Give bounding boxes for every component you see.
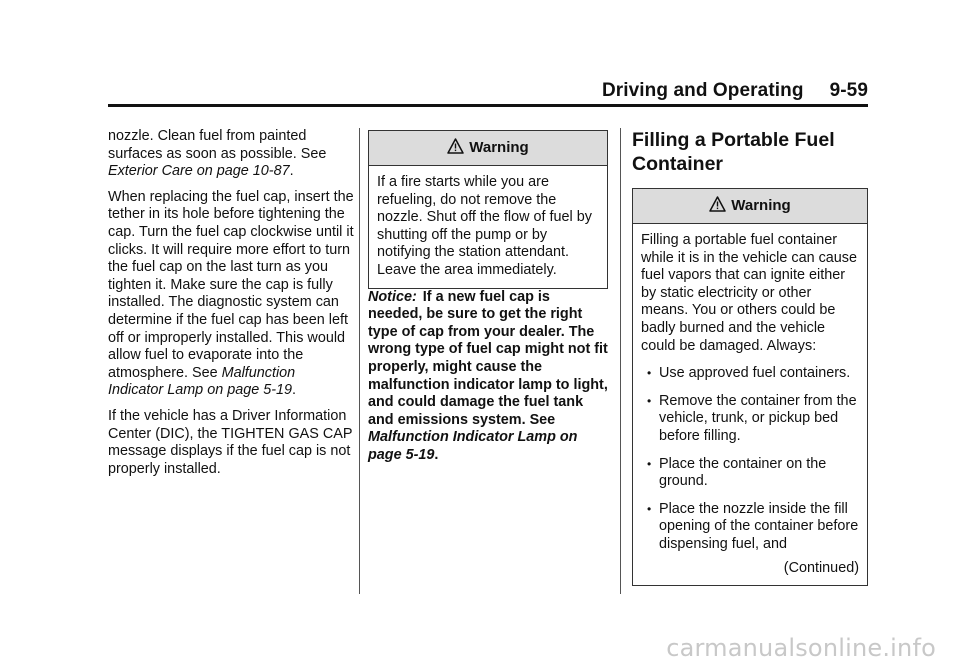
warning-title: Warning <box>469 139 529 157</box>
paragraph-end: . <box>289 163 294 180</box>
warning-body: If a fire starts while you are refueling, do not remove the nozzle. Shut off the flow of fuel by shutting off the pump or by notifying the station attendant. Leave the area immediately. <box>377 174 592 278</box>
column-1 <box>108 128 354 478</box>
notice-fuel-cap <box>368 289 608 465</box>
column-divider-2 <box>620 128 621 594</box>
xref-malfunction-lamp-notice[interactable]: Malfunction Indicator Lamp on page 5-19 <box>368 429 578 463</box>
column-divider-1 <box>359 128 360 594</box>
page-header <box>602 80 868 102</box>
notice-end: . <box>434 446 439 463</box>
watermark: carmanualsonline.info <box>666 634 936 662</box>
paragraph-text: When replacing the fuel cap, insert the tether in its hole before tightening the cap. Turn the fuel cap clockwise until it clicks. It will require more effort to turn the fuel cap on the last turn as you tighten it. Make sure the cap is fully installed. The diagnostic system can determine if the fuel cap has been left off or improperly installed. This would allow fuel to evaporate into the atmosphere. See <box>108 188 354 381</box>
warning-triangle-icon <box>447 138 464 158</box>
warning-box-portable <box>632 188 868 586</box>
notice-label: Notice: <box>368 288 417 305</box>
notice-text: If a new fuel cap is needed, be sure to get the right type of cap from your dealer. The wrong type of fuel cap might not fit properly, might cause the malfunction indicator lamp to light, and could damage the fuel tank and emissions system. See <box>368 288 608 428</box>
warning-box-fire <box>368 130 608 289</box>
paragraph-dic: If the vehicle has a Driver Information Center (DIC), the TIGHTEN GAS CAP message displays if the fuel cap is not properly installed. <box>108 407 353 477</box>
warning-title: Warning <box>731 197 791 215</box>
xref-exterior-care[interactable]: Exterior Care on page 10-87 <box>108 163 290 180</box>
section-heading: Filling a Portable Fuel Container <box>632 129 835 175</box>
paragraph-text: nozzle. Clean fuel from painted surfaces as soon as possible. See <box>108 128 327 162</box>
warning-header <box>369 131 607 166</box>
warning-triangle-icon <box>709 196 726 216</box>
list-item: • Place the container on the ground. <box>641 456 859 491</box>
page-number: 9-59 <box>829 80 868 101</box>
list-item: • Use approved fuel containers. <box>641 365 859 383</box>
bullet-list <box>641 365 859 553</box>
list-item: • Remove the container from the vehicle, trunk, or pickup bed before filling. <box>641 393 859 446</box>
continued-label: (Continued) <box>783 559 859 576</box>
paragraph-fuel-cap <box>108 189 354 400</box>
warning-intro: Filling a portable fuel container while it is in the vehicle can cause fuel vapors that can ignite either by static electricity or other means. You or others could be badly burned and the vehicle could be damaged. Always: <box>641 232 857 354</box>
column-3 <box>632 128 868 586</box>
warning-header <box>633 189 867 224</box>
xref-malfunction-lamp[interactable]: Malfunction Indicator Lamp on page 5-19 <box>108 364 296 399</box>
warning-body <box>633 224 867 585</box>
paragraph-nozzle <box>108 128 354 181</box>
header-rule <box>108 104 868 107</box>
column-2 <box>368 130 608 465</box>
list-item: • Place the nozzle inside the fill opening of the container before dispensing fuel, and <box>641 501 859 554</box>
section-title-header: Driving and Operating <box>601 80 804 101</box>
paragraph-end: . <box>292 382 297 399</box>
